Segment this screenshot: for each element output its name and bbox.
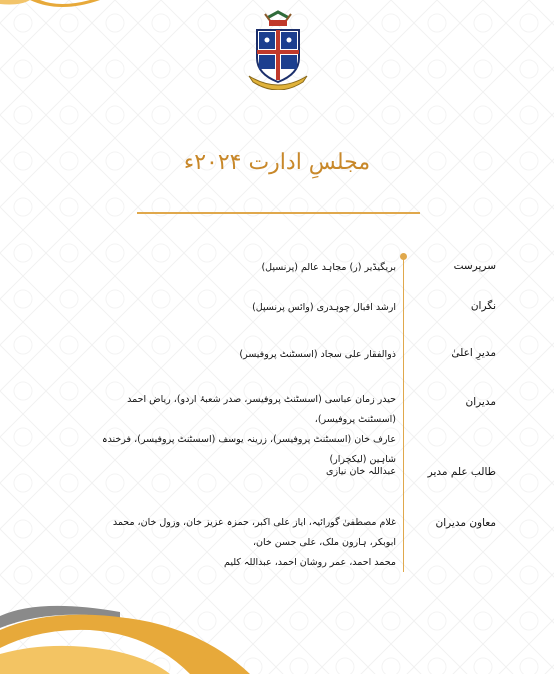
board-names	[96, 390, 396, 470]
board-names	[96, 258, 396, 278]
board-role: نگران	[470, 300, 496, 312]
title-divider	[137, 212, 420, 214]
board-role: مدیرِ اعلیٰ	[451, 347, 496, 359]
bottom-swoosh	[0, 584, 554, 674]
board-name-line: عارف خان (اسسٹنٹ پروفیسر)، زرینہ یوسف (اسسٹنٹ پروفیسر)، فرخندہ شاہین (لیکچرار)	[102, 434, 396, 465]
timeline-line	[403, 258, 404, 572]
board-names	[96, 513, 396, 573]
board-name-line: ارشد اقبال چوہدری (وائس پرنسپل)	[252, 302, 396, 313]
board-names	[96, 462, 396, 482]
board-name-line: محمد احمد، عمر روشان احمد، عبداللہ کلیم	[224, 557, 396, 568]
board-role: طالب علم مدیر	[427, 466, 496, 478]
top-corner-swoosh	[0, 0, 140, 40]
board-names	[96, 345, 396, 365]
college-crest-icon	[245, 10, 311, 90]
page-title: مجلسِ ادارت ۲۰۲۴ء	[183, 150, 371, 175]
board-name-line: بریگیڈیر (ر) مجاہد عالم (پرنسپل)	[261, 262, 396, 273]
board-role: معاون مدیران	[435, 517, 496, 529]
board-role: سرپرست	[453, 260, 496, 272]
board-name-line: ذوالفقار علی سجاد (اسسٹنٹ پروفیسر)	[239, 349, 396, 360]
board-name-line: عبداللہ خان نیازی	[326, 466, 396, 477]
board-role: مدیران	[465, 396, 496, 408]
board-name-line: حیدر زمان عباسی (اسسٹنٹ پروفیسر، صدر شعبۂ اردو)، ریاض احمد (اسسٹنٹ پروفیسر)،	[127, 394, 396, 425]
board-name-line: غلام مصطفیٰ گورائیہ، ایاز علی اکبر، حمزہ عزیز خان، وزول خان، محمد ابوبکر، ہارون ملک، علی حسن خان،	[112, 517, 396, 548]
board-names	[96, 298, 396, 318]
